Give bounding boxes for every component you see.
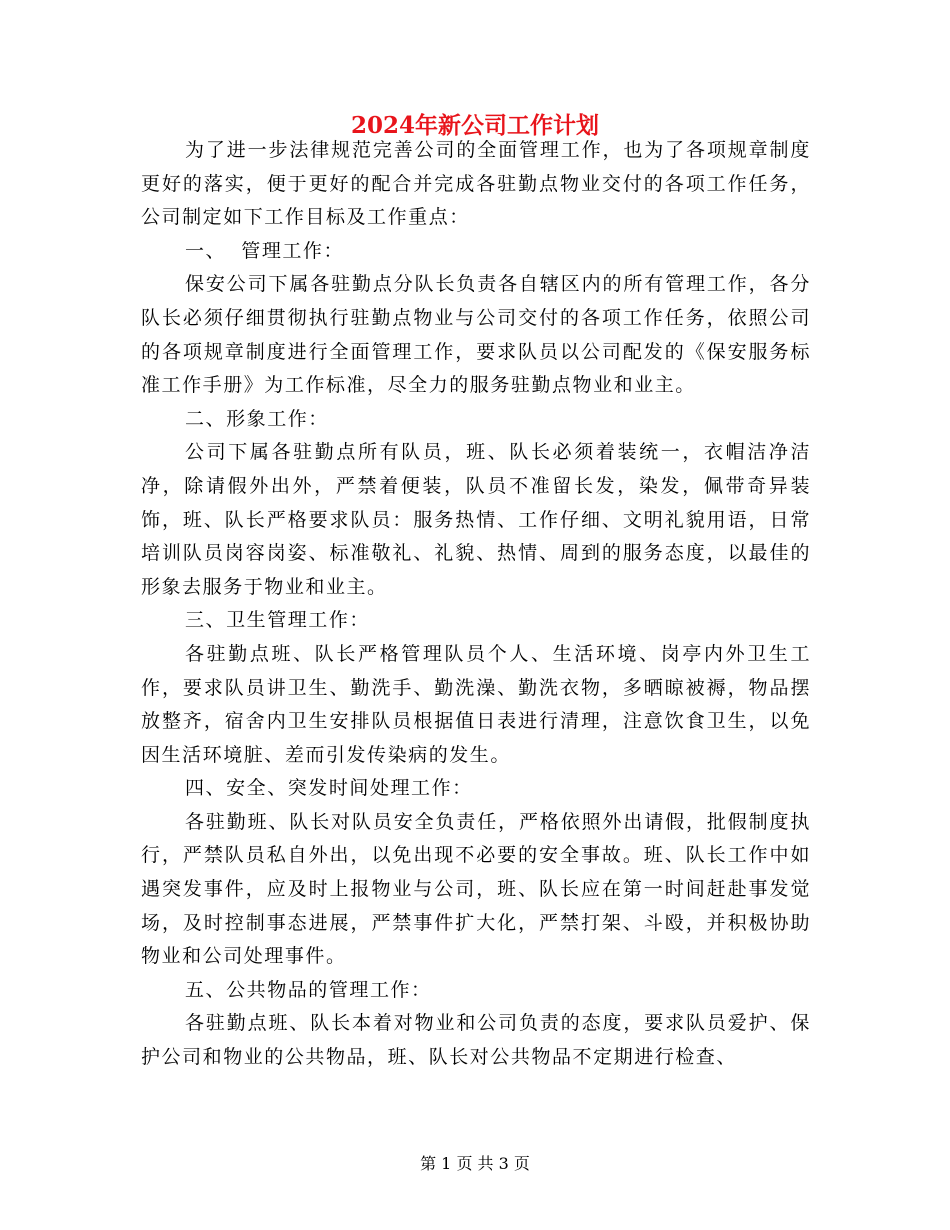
section-heading-image: 二、形象工作： xyxy=(185,407,329,430)
document-body xyxy=(141,134,811,1075)
section-heading-management: 一、 管理工作： xyxy=(185,239,345,262)
section-heading-hygiene: 三、卫生管理工作： xyxy=(185,609,370,632)
section-heading-public-items: 五、公共物品的管理工作： xyxy=(185,978,432,1001)
document-title: 2024年新公司工作计划 xyxy=(350,112,599,139)
page-footer xyxy=(0,1152,950,1176)
paragraph-safety: 各驻勤班、队长对队员安全负责任，严格依照外出请假，批假制度执行，严禁队员私自外出，以免出现不必要的安全事故。班、队长工作中如遇突发事件，应及时上报物业与公司，班、队长应在第一时间赶赴事发觉场，及时控制事态进展，严禁事件扩大化，严禁打架、斗殴，并积极协助物业和公司处理事件。 xyxy=(141,810,811,968)
paragraph-intro: 为了进一步法律规范完善公司的全面管理工作，也为了各项规章制度更好的落实，便于更好的配合并完成各驻勤点物业交付的各项工作任务，公司制定如下工作目标及工作重点： xyxy=(141,139,811,229)
page-number-label: 第 1 页 共 3 页 xyxy=(420,1154,530,1173)
paragraph-hygiene: 各驻勤点班、队长严格管理队员个人、生活环境、岗亭内外卫生工作，要求队员讲卫生、勤洗手、勤洗澡、勤洗衣物，多晒晾被褥，物品摆放整齐，宿舍内卫生安排队员根据值日表进行清理，注意饮食卫生，以免因生活环境脏、差而引发传染病的发生。 xyxy=(141,642,811,766)
paragraph-public-items: 各驻勤点班、队长本着对物业和公司负责的态度，要求队员爱护、保护公司和物业的公共物品，班、队长对公共物品不定期进行检查、 xyxy=(141,1012,811,1069)
paragraph-image: 公司下属各驻勤点所有队员，班、队长必须着装统一，衣帽洁净洁净，除请假外出外，严禁着便装，队员不准留长发，染发，佩带奇异装饰，班、队长严格要求队员：服务热情、工作仔细、文明礼貌用语，日常培训队员岗容岗姿、标准敬礼、礼貌、热情、周到的服务态度，以最佳的形象去服务于物业和业主。 xyxy=(141,441,811,598)
section-heading-safety: 四、安全、突发时间处理工作： xyxy=(185,777,473,800)
paragraph-management: 保安公司下属各驻勤点分队长负责各自辖区内的所有管理工作，各分队长必须仔细贯彻执行驻勤点物业与公司交付的各项工作任务，依照公司的各项规章制度进行全面管理工作，要求队员以公司配发的《保安服务标准工作手册》为工作标准，尽全力的服务驻勤点物业和业主。 xyxy=(141,273,811,397)
